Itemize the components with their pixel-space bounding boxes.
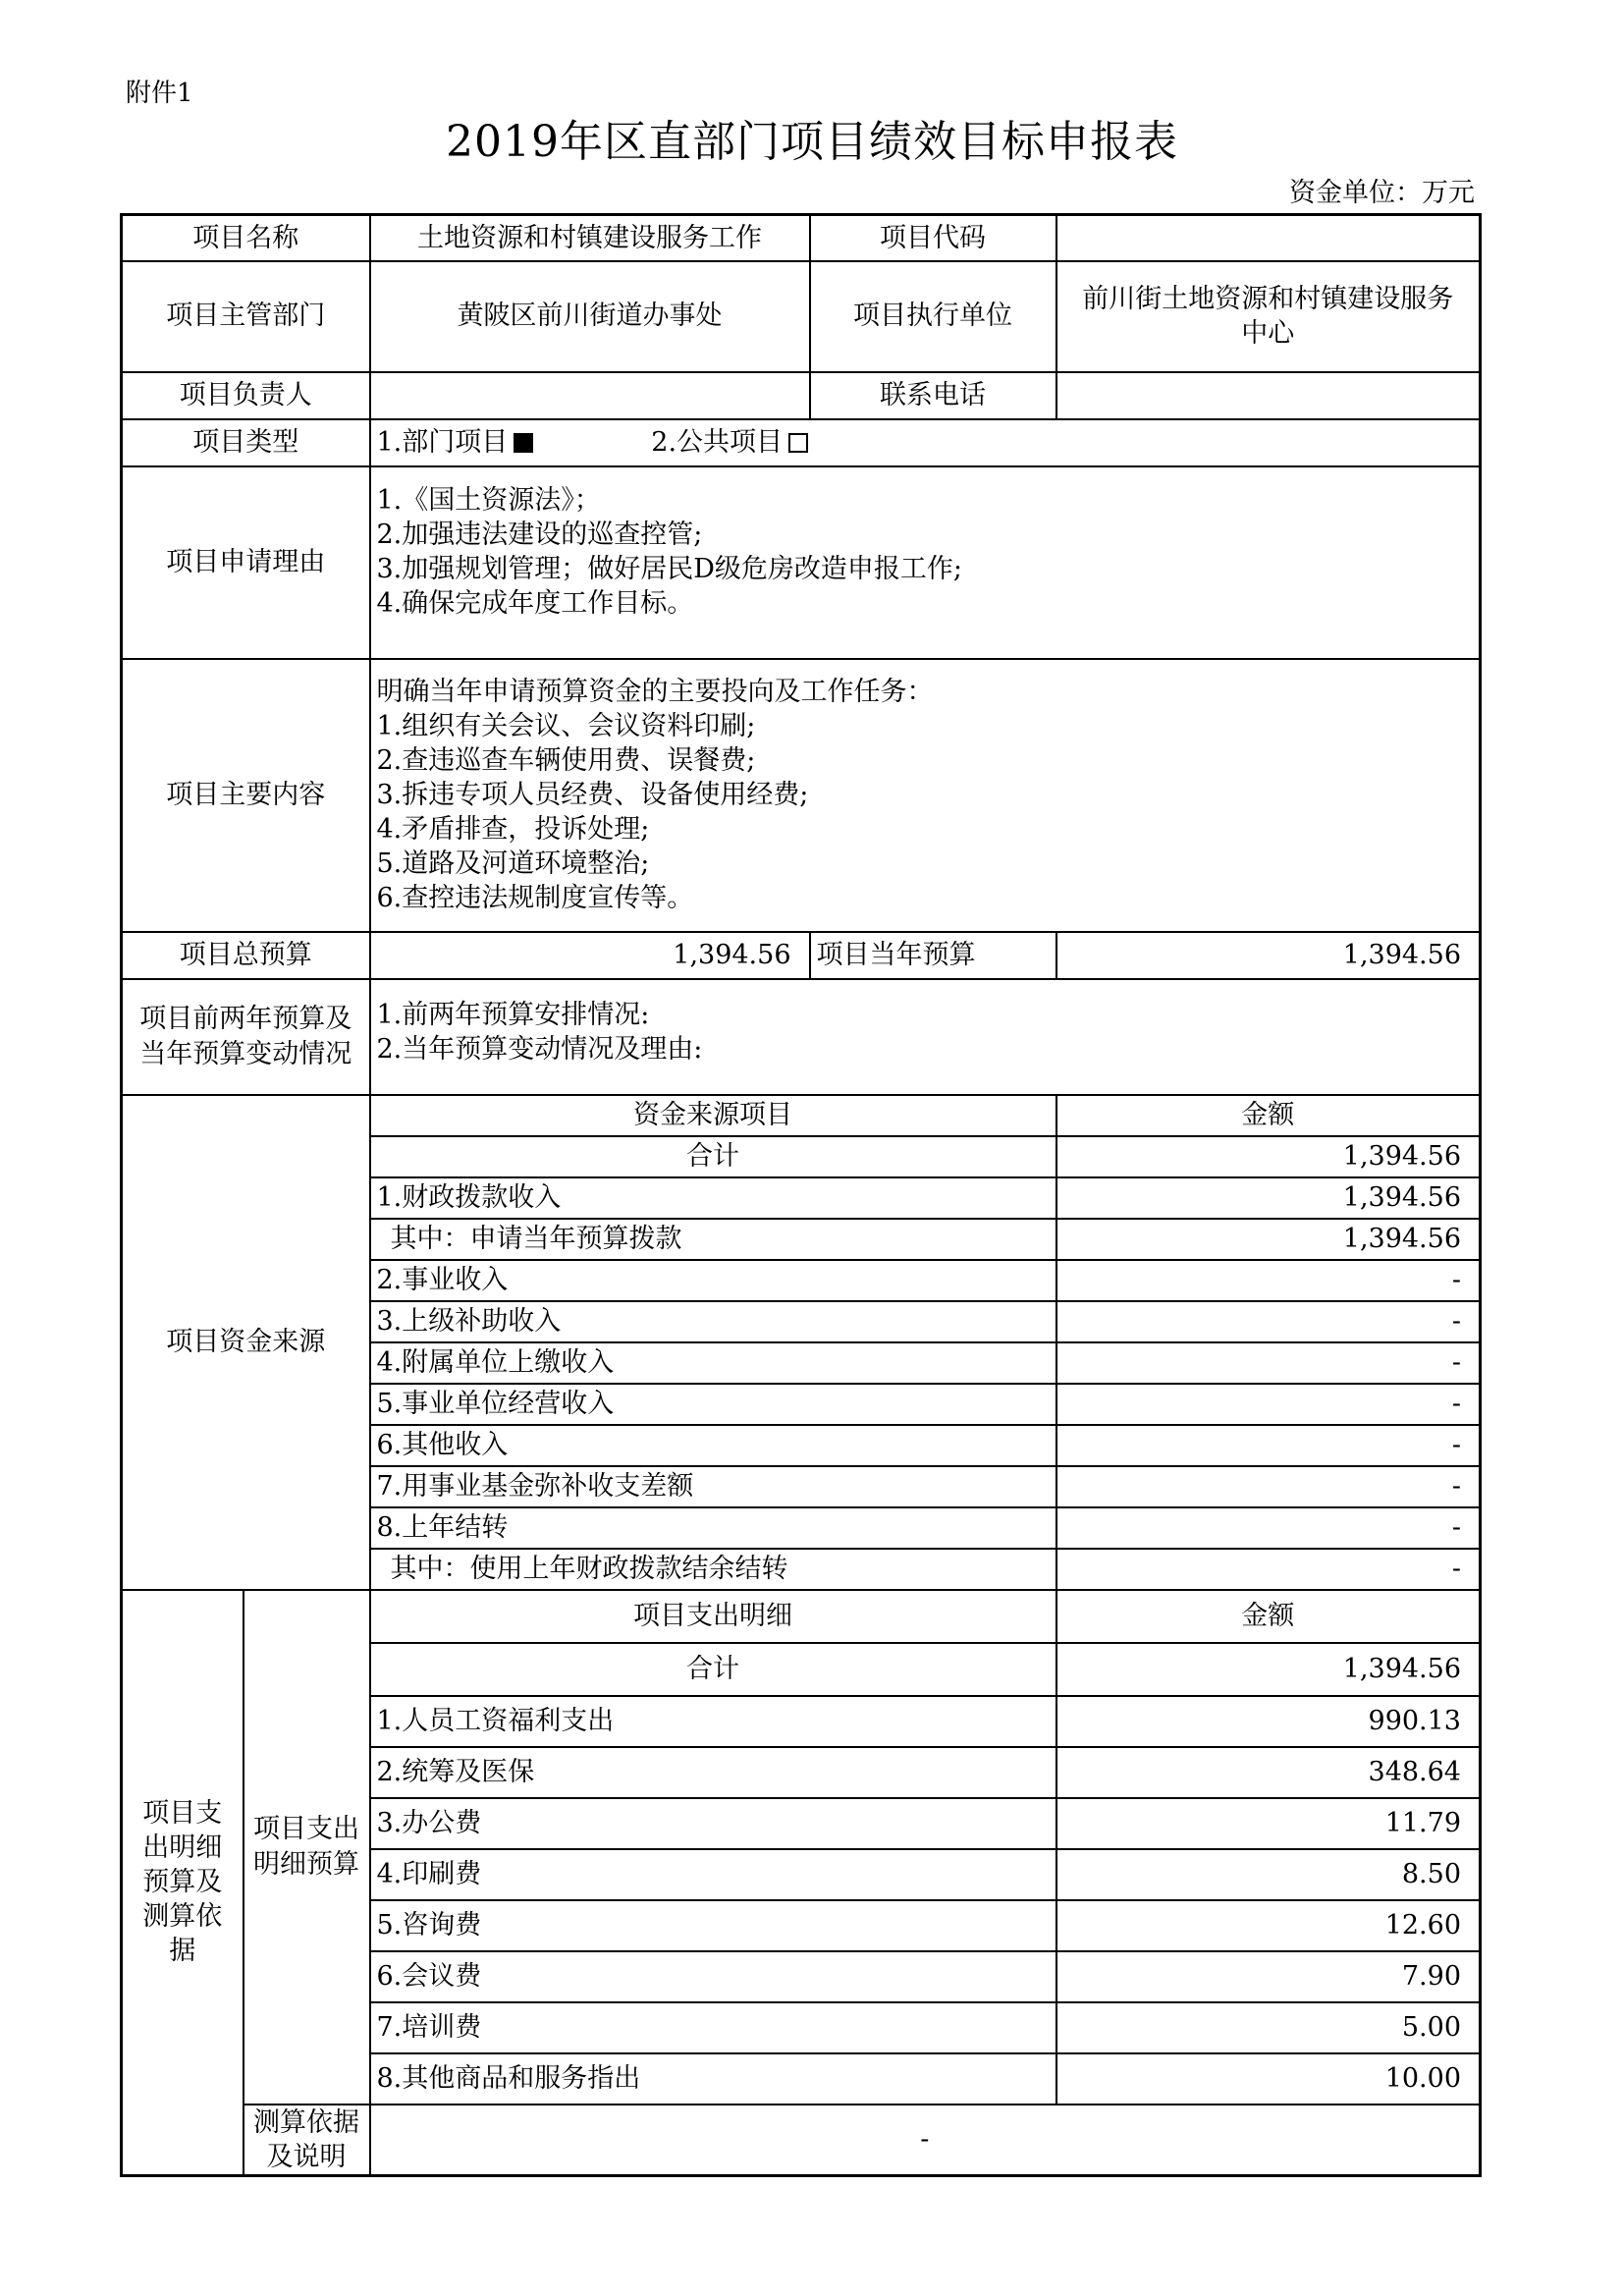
content-line: 明确当年申请预算资金的主要投向及工作任务：: [376, 676, 934, 707]
expense-item: 8.其他商品和服务指出: [370, 2053, 1056, 2105]
funding-amount: -: [1056, 1466, 1481, 1507]
content-body: [370, 659, 1481, 932]
row-leader: [122, 372, 1481, 419]
expense-header-item: 项目支出明细: [370, 1590, 1056, 1643]
funding-header-item: 资金来源项目: [370, 1095, 1056, 1136]
content-line: 4.矛盾排查，投诉处理;: [376, 814, 650, 846]
funding-item: 其中：申请当年预算拨款: [370, 1219, 1056, 1260]
expense-item: 合计: [370, 1643, 1056, 1696]
total-budget-label: 项目总预算: [122, 932, 370, 979]
expense-item: 2.统筹及医保: [370, 1747, 1056, 1798]
expense-inner-label: [244, 1590, 370, 2105]
row-budget: [122, 932, 1481, 979]
prev-label-line1: 项目前两年预算及: [139, 1004, 352, 1035]
basis-label: [244, 2105, 370, 2176]
expense-amount: 8.50: [1056, 1849, 1481, 1900]
row-main-content: [122, 659, 1481, 932]
funding-item: 7.用事业基金弥补收支差额: [370, 1466, 1056, 1507]
performance-form-table: [120, 213, 1482, 2177]
phone-label: 联系电话: [810, 372, 1056, 419]
content-line: 5.道路及河道环境整治;: [376, 848, 650, 880]
leader-value: [370, 372, 810, 419]
row-project-type: [122, 419, 1481, 466]
funding-amount: 1,394.56: [1056, 1219, 1481, 1260]
dept-value: 黄陂区前川街道办事处: [370, 261, 810, 372]
expense-header-row: [122, 1590, 1481, 1643]
expense-item: 7.培训费: [370, 2002, 1056, 2053]
funding-item: 其中：使用上年财政拨款结余结转: [370, 1549, 1056, 1590]
expense-amount: 12.60: [1056, 1900, 1481, 1951]
expense-header-amount: 金额: [1056, 1590, 1481, 1643]
content-label: 项目主要内容: [122, 659, 370, 932]
type-option-public: 2.公共项目: [651, 426, 784, 458]
prev-budget-label: [122, 979, 370, 1095]
basis-label-line: 及说明: [266, 2141, 347, 2172]
content-line: 2.查违巡查车辆使用费、误餐费;: [376, 744, 756, 776]
content-line: 3.拆违专项人员经费、设备使用经费;: [376, 779, 809, 810]
funding-source-label: 项目资金来源: [122, 1095, 370, 1590]
expense-amount: 348.64: [1056, 1747, 1481, 1798]
row-reason: [122, 466, 1481, 659]
content-line: 6.查控违法规制度宣传等。: [376, 883, 694, 914]
funding-item: 8.上年结转: [370, 1507, 1056, 1549]
project-name-label: 项目名称: [122, 215, 370, 261]
funding-item: 合计: [370, 1136, 1056, 1177]
type-option-dept: 1.部门项目: [376, 426, 509, 458]
prev-budget-content: [370, 979, 1481, 1095]
funding-item: 1.财政拨款收入: [370, 1177, 1056, 1219]
row-department: [122, 261, 1481, 372]
prev-label-line2: 当年预算变动情况: [139, 1038, 352, 1069]
phone-value: [1056, 372, 1481, 419]
reason-content: [370, 466, 1481, 659]
funding-amount: -: [1056, 1384, 1481, 1425]
inner-label-line: 项目支出: [253, 1814, 359, 1845]
year-budget-value: 1,394.56: [1056, 932, 1481, 979]
expense-item: 6.会议费: [370, 1951, 1056, 2002]
funding-amount: -: [1056, 1425, 1481, 1466]
type-options: [370, 419, 1481, 466]
expense-item: 4.印刷费: [370, 1849, 1056, 1900]
attachment-label: 附件1: [126, 79, 193, 108]
funding-item: 3.上级补助收入: [370, 1301, 1056, 1342]
funding-amount: -: [1056, 1301, 1481, 1342]
expense-amount: 1,394.56: [1056, 1643, 1481, 1696]
dept-label: 项目主管部门: [122, 261, 370, 372]
basis-row: [122, 2105, 1481, 2176]
prev-line: 2.当年预算变动情况及理由:: [376, 1033, 703, 1065]
year-budget-label: 项目当年预算: [810, 932, 1056, 979]
funding-amount: -: [1056, 1342, 1481, 1384]
page-title: 2019年区直部门项目绩效目标申报表: [446, 117, 1178, 167]
leader-label: 项目负责人: [122, 372, 370, 419]
reason-line: 4.确保完成年度工作目标。: [376, 587, 694, 619]
funding-amount: -: [1056, 1549, 1481, 1590]
funding-item: 2.事业收入: [370, 1260, 1056, 1301]
unchecked-box-icon: [788, 433, 808, 453]
funding-header-row: [122, 1095, 1481, 1136]
expense-amount: 10.00: [1056, 2053, 1481, 2105]
funding-header-amount: 金额: [1056, 1095, 1481, 1136]
expense-outer-label: [122, 1590, 244, 2176]
exec-unit-line1: 前川街土地资源和村镇建设服务: [1082, 283, 1454, 314]
funding-amount: -: [1056, 1260, 1481, 1301]
basis-value: -: [370, 2105, 1481, 2176]
exec-unit-value: [1056, 261, 1481, 372]
reason-line: 2.加强违法建设的巡查控管;: [376, 519, 703, 550]
row-previous-budget: [122, 979, 1481, 1095]
currency-unit: 资金单位：万元: [1289, 178, 1475, 208]
basis-label-line: 测算依据: [253, 2106, 359, 2138]
project-code-label: 项目代码: [810, 215, 1056, 261]
outer-label-line: 据: [169, 1936, 196, 1967]
row-project-name: [122, 215, 1481, 261]
outer-label-line: 预算及: [142, 1867, 223, 1898]
project-name-value: 土地资源和村镇建设服务工作: [370, 215, 810, 261]
expense-amount: 11.79: [1056, 1798, 1481, 1849]
funding-item: 6.其他收入: [370, 1425, 1056, 1466]
funding-amount: 1,394.56: [1056, 1136, 1481, 1177]
funding-amount: 1,394.56: [1056, 1177, 1481, 1219]
checked-box-icon: [514, 433, 533, 453]
total-budget-value: 1,394.56: [370, 932, 810, 979]
reason-label: 项目申请理由: [122, 466, 370, 659]
expense-item: 5.咨询费: [370, 1900, 1056, 1951]
outer-label-line: 出明细: [142, 1831, 223, 1863]
project-code-value: [1056, 215, 1481, 261]
expense-amount: 5.00: [1056, 2002, 1481, 2053]
funding-item: 5.事业单位经营收入: [370, 1384, 1056, 1425]
exec-unit-label: 项目执行单位: [810, 261, 1056, 372]
inner-label-line: 明细预算: [253, 1848, 359, 1880]
expense-item: 3.办公费: [370, 1798, 1056, 1849]
reason-line: 3.加强规划管理；做好居民D级危房改造申报工作;: [376, 553, 963, 584]
funding-amount: -: [1056, 1507, 1481, 1549]
type-label: 项目类型: [122, 419, 370, 466]
outer-label-line: 项目支: [142, 1797, 223, 1829]
reason-line: 1.《国土资源法》；: [376, 484, 601, 516]
prev-line: 1.前两年预算安排情况:: [376, 999, 650, 1030]
expense-amount: 990.13: [1056, 1696, 1481, 1747]
expense-amount: 7.90: [1056, 1951, 1481, 2002]
content-line: 1.组织有关会议、会议资料印刷;: [376, 710, 756, 741]
funding-item: 4.附属单位上缴收入: [370, 1342, 1056, 1384]
outer-label-line: 测算依: [142, 1901, 223, 1933]
exec-unit-line2: 中心: [1241, 318, 1295, 349]
expense-item: 1.人员工资福利支出: [370, 1696, 1056, 1747]
